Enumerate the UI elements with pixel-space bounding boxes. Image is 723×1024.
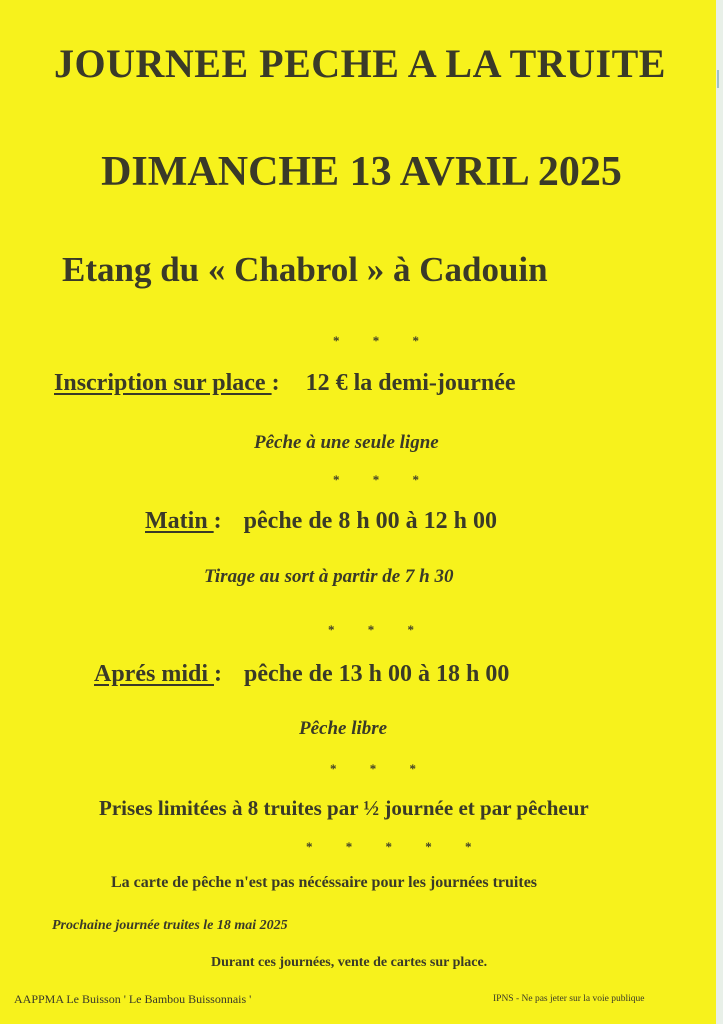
separator-stars: * * * bbox=[333, 472, 434, 487]
free-fishing: Pêche libre bbox=[299, 718, 388, 739]
morning-hours: pêche de 8 h 00 à 12 h 00 bbox=[243, 508, 498, 534]
inscription-price: 12 € la demi-journée bbox=[305, 370, 516, 396]
afternoon-hours: pêche de 13 h 00 à 18 h 00 bbox=[244, 661, 510, 687]
draw-time: Tirage au sort à partir de 7 h 30 bbox=[204, 566, 454, 587]
ipns-footer: IPNS - Ne pas jeter sur la voie publique bbox=[493, 994, 645, 1004]
event-location: Etang du « Chabrol » à Cadouin bbox=[62, 250, 548, 289]
single-line-rule: Pêche à une seule ligne bbox=[254, 432, 439, 453]
inscription-label: Inscription sur place bbox=[54, 370, 272, 396]
organizer-footer: AAPPMA Le Buisson ' Le Bambou Buissonnais ' bbox=[14, 992, 252, 1006]
separator-stars-five: * * * * * bbox=[306, 839, 487, 854]
event-date: DIMANCHE 13 AVRIL 2025 bbox=[101, 149, 622, 195]
morning-label: Matin bbox=[145, 508, 214, 534]
morning-colon: : bbox=[213, 508, 222, 534]
sales-note: Durant ces journées, vente de cartes sur place. bbox=[211, 955, 488, 970]
afternoon-colon: : bbox=[214, 661, 222, 687]
license-note: La carte de pêche n'est pas nécéssaire pour les journées truites bbox=[111, 874, 538, 891]
separator-stars: * * * bbox=[333, 333, 434, 348]
separator-stars: * * * bbox=[330, 761, 431, 776]
afternoon-line bbox=[94, 661, 654, 688]
poster-title: JOURNEE PECHE A LA TRUITE bbox=[54, 41, 666, 86]
inscription-colon: : bbox=[271, 370, 280, 396]
scan-mark bbox=[717, 70, 719, 88]
separator-stars: * * * bbox=[328, 622, 429, 637]
afternoon-label: Aprés midi bbox=[94, 661, 214, 687]
next-day-note: Prochaine journée truites le 18 mai 2025 bbox=[52, 918, 288, 933]
catch-limit: Prises limitées à 8 truites par ½ journée et par pêcheur bbox=[99, 796, 589, 820]
inscription-line bbox=[54, 370, 674, 397]
morning-line bbox=[145, 508, 625, 535]
